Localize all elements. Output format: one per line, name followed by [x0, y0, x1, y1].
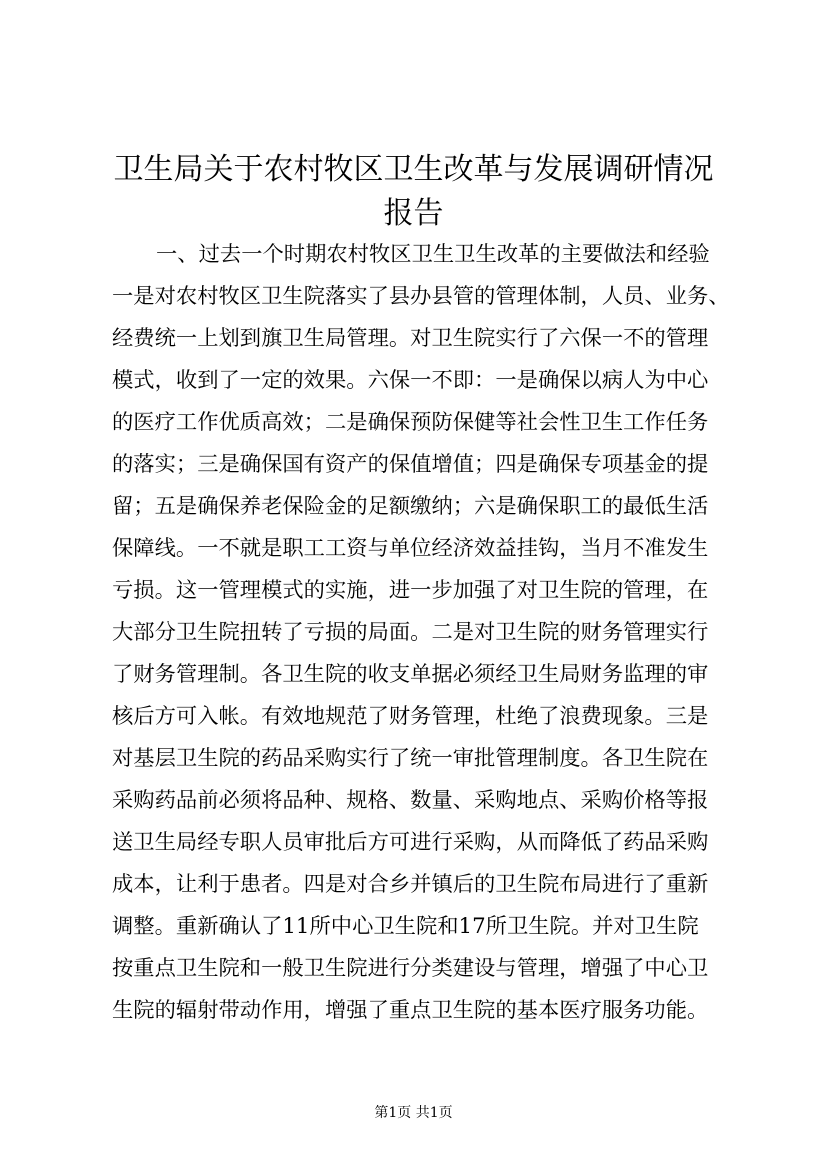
body-text-line: 了财务管理制。各卫生院的收支单据必须经卫生局财务监理的审: [112, 662, 709, 687]
body-text-line: 送卫生局经专职人员审批后方可进行采购，从而降低了药品采购: [112, 830, 709, 855]
body-text-line: 生院的辐射带动作用，增强了重点卫生院的基本医疗服务功能。: [112, 998, 709, 1023]
body-text-line: 大部分卫生院扭转了亏损的局面。二是对卫生院的财务管理实行: [112, 620, 709, 645]
page-number-footer: 第1页 共1页: [374, 1105, 453, 1121]
body-text-line: 保障线。一不就是职工工资与单位经济效益挂钩，当月不准发生: [112, 536, 709, 561]
body-text-line: 的落实；三是确保国有资产的保值增值；四是确保专项基金的提: [112, 452, 709, 477]
body-text-line: 留；五是确保养老保险金的足额缴纳；六是确保职工的最低生活: [112, 494, 709, 519]
body-text-line: 采购药品前必须将品种、规格、数量、采购地点、采购价格等报: [112, 788, 709, 813]
body-text-line: 的医疗工作优质高效；二是确保预防保健等社会性卫生工作任务: [112, 410, 709, 435]
body-text-line: 一是对农村牧区卫生院落实了县办县管的管理体制，人员、业务、: [112, 284, 730, 309]
body-text-line: 调整。重新确认了11所中心卫生院和17所卫生院。并对卫生院: [112, 914, 699, 939]
body-text-line: 经费统一上划到旗卫生局管理。对卫生院实行了六保一不的管理: [112, 326, 709, 351]
body-text-line: 亏损。这一管理模式的实施，进一步加强了对卫生院的管理，在: [112, 578, 709, 603]
body-text-line: 按重点卫生院和一般卫生院进行分类建设与管理，增强了中心卫: [112, 956, 709, 981]
body-text-line: 一、过去一个时期农村牧区卫生卫生改革的主要做法和经验: [156, 242, 710, 267]
body-text-line: 对基层卫生院的药品采购实行了统一审批管理制度。各卫生院在: [112, 746, 709, 771]
document-title-line-1: 卫生局关于农村牧区卫生改革与发展调研情况: [113, 152, 714, 187]
body-text-line: 核后方可入帐。有效地规范了财务管理，杜绝了浪费现象。三是: [112, 704, 709, 729]
document-title-line-2: 报告: [383, 196, 444, 231]
body-text-line: 模式，收到了一定的效果。六保一不即：一是确保以病人为中心: [112, 368, 709, 393]
body-text-line: 成本，让利于患者。四是对合乡并镇后的卫生院布局进行了重新: [112, 872, 709, 897]
